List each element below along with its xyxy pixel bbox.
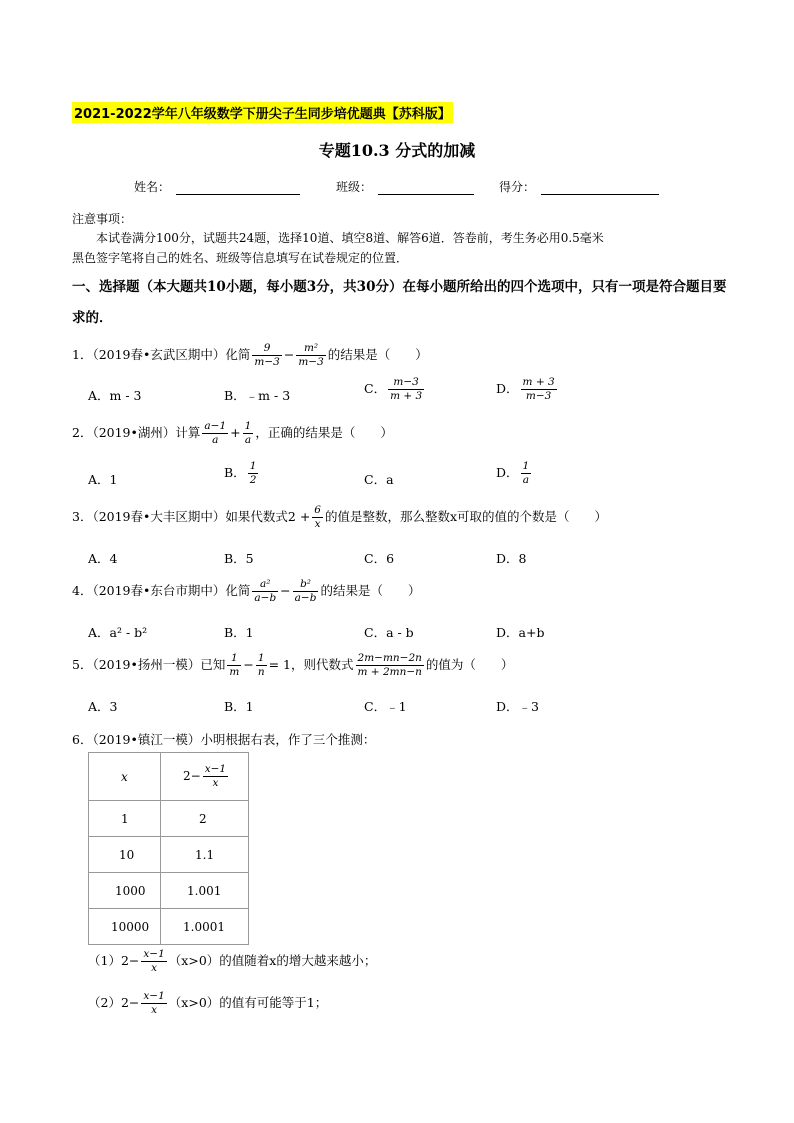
section-heading: 一、选择题（本大题共10小题，每小题3分，共30分）在每小题所给出的四个选项中，只有一项是符合题目要求的． [72,279,727,326]
table-row [89,909,249,945]
name-field [134,178,300,195]
table-cell: 1.0001 [161,909,249,945]
q5-option-d: D．﹣3 [496,699,539,714]
question-4: 4．（2019春•东台市期中）化简 $\frac{\text{a²}}{a-b}$ − $\frac{\text{b²}}{a-b}$ 的结果是（ ） [72,578,421,604]
notes-heading: 注意事项： [72,212,133,226]
table-cell: 10 [89,837,161,873]
question-6: 6．（2019•镇江一模）小明根据右表，作了三个推测： [72,732,376,747]
q5-option-a: A．3 [88,699,118,714]
question-2: 2．（2019•湖州）计算 $\frac{a-1}{a}$ + $\frac{1}{a}$ ，正确的结果是（ ） [72,420,393,446]
q4-option-d: D．a+b [496,625,545,640]
q3-option-c: C．6 [364,551,395,566]
q2-option-b: B． $\frac{1}{2}$ [224,460,257,486]
table-cell: 1 [89,801,161,837]
q3-option-b: B．5 [224,551,254,566]
score-label: 得分： [499,180,536,194]
score-blank[interactable] [541,180,659,195]
fraction: $\frac{\text{m²}}{m-3}$ [298,342,324,368]
class-field [336,178,474,195]
question-3: 3．（2019春•大丰区期中）如果代数式2 + $\frac{6}{x}$ 的值是整数，那么整数x可取的值的个数是（ ） [72,504,608,530]
q2-option-c: C．a [364,472,394,487]
table-cell: 1.001 [161,873,249,909]
fraction: $\frac{9}{m-3}$ [254,342,280,368]
statement-1: （1）2− $\frac{x-1}{x}$ （x>0）的值随着x的增大越来越小； [88,948,377,974]
q1-option-a: A．m - 3 [88,388,142,403]
class-blank[interactable] [378,180,474,195]
table-cell: 2 [161,801,249,837]
page-title: 专题10.3 分式的加减 [318,141,476,160]
score-field [499,178,659,195]
name-label: 姓名： [134,180,171,194]
q5-option-b: B．1 [224,699,254,714]
table-cell: 1000 [89,873,161,909]
table-row [89,801,249,837]
q1-option-c: C． $\frac{m-3}{m + 3}$ [364,376,423,402]
class-label: 班级： [336,180,373,194]
q2-option-d: D． $\frac{1}{a}$ [496,460,530,486]
table-cell: 10000 [89,909,161,945]
q1-option-d: D． $\frac{m + 3}{m-3}$ [496,376,555,402]
q2-option-a: A．1 [88,472,118,487]
notes-line-1: 本试卷满分100分，试题共24题，选择10道、填空8道、解答6道．答卷前，考生务必用0.5毫米 [96,231,604,245]
q1-option-b: B．﹣m - 3 [224,388,291,403]
q4-option-c: C．a - b [364,625,414,640]
q5-option-c: C．﹣1 [364,699,407,714]
table-header-row [89,753,249,801]
table-cell: 1.1 [161,837,249,873]
series-banner: 2021-2022学年八年级数学下册尖子生同步培优题典【苏科版】 [72,102,453,123]
q4-option-a: A．a² - b² [88,625,148,640]
q3-option-d: D．8 [496,551,527,566]
notes-line-2: 黑色签字笔将自己的姓名、班级等信息填写在试卷规定的位置． [72,251,409,265]
question-5: 5．（2019•扬州一模）已知 $\frac{1}{m}$ − $\frac{1}{n}$ = 1，则代数式 $\frac{2m-mn-2n}{m + 2mn-n}$ 的值为（ ） [72,652,514,678]
q3-option-a: A．4 [88,551,118,566]
q4-option-b: B．1 [224,625,254,640]
name-blank[interactable] [176,180,300,195]
table-header-expr: 2− $\frac{x-1}{x}$ [161,753,249,801]
table-row [89,873,249,909]
data-table [88,752,249,945]
question-1: 1．（2019春•玄武区期中）化简 $\frac{9}{m-3}$ − $\frac{\text{m²}}{m-3}$ 的结果是（ ） [72,342,428,368]
table-header-x: x [89,753,161,801]
table-row [89,837,249,873]
statement-2: （2）2− $\frac{x-1}{x}$ （x>0）的值有可能等于1； [88,990,328,1016]
